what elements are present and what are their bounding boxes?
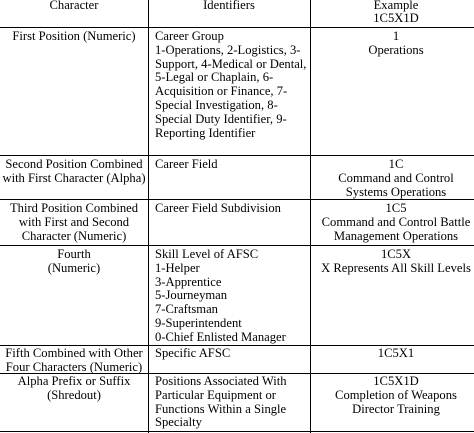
row6-identifier-line: Positions Associated With	[155, 374, 287, 388]
row4-example-line: 1C5X	[380, 247, 412, 261]
row6-character-line: (Shredout)	[47, 387, 101, 402]
row4-identifier-line: Skill Level of AFSC	[155, 247, 259, 261]
row3-character-line: Character (Numeric)	[21, 228, 127, 243]
row1-example-line: 1	[392, 29, 400, 43]
row6-character	[0, 375, 148, 403]
row4-identifier-line: 5-Journeyman	[155, 288, 228, 303]
row4-character	[0, 248, 148, 276]
row1-identifier-line: 1-Operations, 2-Logistics, 3-	[155, 42, 301, 57]
row3-identifiers	[155, 202, 315, 216]
row1-identifier-line: Special Investigation, 8-	[155, 97, 278, 112]
row5-identifiers	[155, 347, 315, 361]
row4-example-line: X Represents All Skill Levels	[321, 260, 471, 275]
row-divider-bottom	[0, 431, 474, 432]
row5-example-line: 1C5X1	[377, 346, 415, 360]
row2-character-line: Second Position Combined	[5, 157, 143, 171]
row3-identifier-line: Career Field Subdivision	[155, 201, 281, 215]
row4-identifier-line: 9-Superintendent	[155, 315, 242, 330]
row1-identifiers	[155, 30, 315, 140]
row2-example-line: 1C	[388, 157, 404, 171]
row5-character-line: Fifth Combined with Other	[5, 346, 143, 360]
row-divider-1	[0, 155, 474, 156]
row4-identifiers	[155, 248, 315, 345]
row4-identifier-line: 7-Craftsman	[155, 302, 218, 317]
row2-identifier-line: Career Field	[155, 157, 218, 171]
row2-character	[0, 158, 148, 186]
row1-identifier-line: Career Group	[155, 29, 224, 43]
column-divider-1	[148, 0, 149, 433]
row1-character-line: First Position (Numeric)	[12, 29, 136, 43]
header-identifiers: Identifiers	[203, 0, 255, 12]
row-divider-3	[0, 245, 474, 246]
row4-character-line: Fourth	[57, 247, 91, 261]
row6-example-line: 1C5X1D	[373, 374, 419, 388]
row2-character-line: with First Character (Alpha)	[2, 170, 146, 185]
row3-character	[0, 202, 148, 243]
row5-character	[0, 347, 148, 375]
row4-character-line: (Numeric)	[47, 260, 101, 275]
row4-identifier-line: 1-Helper	[155, 260, 200, 275]
row1-character	[0, 30, 148, 44]
row6-identifier-line: Functions Within a Single	[155, 401, 287, 416]
row5-character-line: Four Characters (Numeric)	[5, 359, 143, 374]
row-divider-header	[0, 27, 474, 28]
row4-example	[310, 248, 474, 276]
row2-identifiers	[155, 158, 315, 172]
row2-example-line: Command and Control	[338, 170, 454, 185]
row4-identifier-line: 3-Apprentice	[155, 274, 222, 289]
row6-identifier-line: Particular Equipment or	[155, 387, 277, 402]
row6-identifier-line: Specialty	[155, 415, 202, 430]
row6-character-line: Alpha Prefix or Suffix	[17, 374, 131, 388]
header-example: Example	[373, 0, 419, 12]
header-example-code: 1C5X1D	[373, 11, 419, 25]
row1-identifier-line: 5-Legal or Chaplain, 6-	[155, 70, 274, 85]
row1-identifier-line: Support, 4-Medical or Dental,	[155, 56, 307, 71]
row3-example-line: Management Operations	[333, 228, 459, 243]
header-character: Character	[49, 0, 99, 12]
row1-identifier-line: Reporting Identifier	[155, 125, 256, 140]
row2-example-line: Systems Operations	[345, 184, 447, 199]
row1-example-line: Operations	[368, 42, 424, 57]
row1-identifier-line: Special Duty Identifier, 9-	[155, 111, 287, 126]
row3-character-line: with First and Second	[18, 214, 130, 229]
row6-example	[310, 375, 474, 416]
row3-character-line: Third Position Combined	[9, 201, 139, 215]
row3-example-line: 1C5	[385, 201, 407, 215]
row6-identifiers	[155, 375, 315, 430]
row6-example-line: Completion of Weapons	[335, 387, 457, 402]
row1-example	[310, 30, 474, 58]
row2-example	[310, 158, 474, 199]
row3-example-line: Command and Control Battle	[321, 214, 471, 229]
row5-identifier-line: Specific AFSC	[155, 346, 231, 360]
row1-identifier-line: Acquisition or Finance, 7-	[155, 84, 288, 99]
row4-identifier-line: 0-Chief Enlisted Manager	[155, 329, 286, 344]
row5-example	[310, 347, 474, 361]
row3-example	[310, 202, 474, 243]
row6-example-line: Director Training	[352, 401, 440, 416]
